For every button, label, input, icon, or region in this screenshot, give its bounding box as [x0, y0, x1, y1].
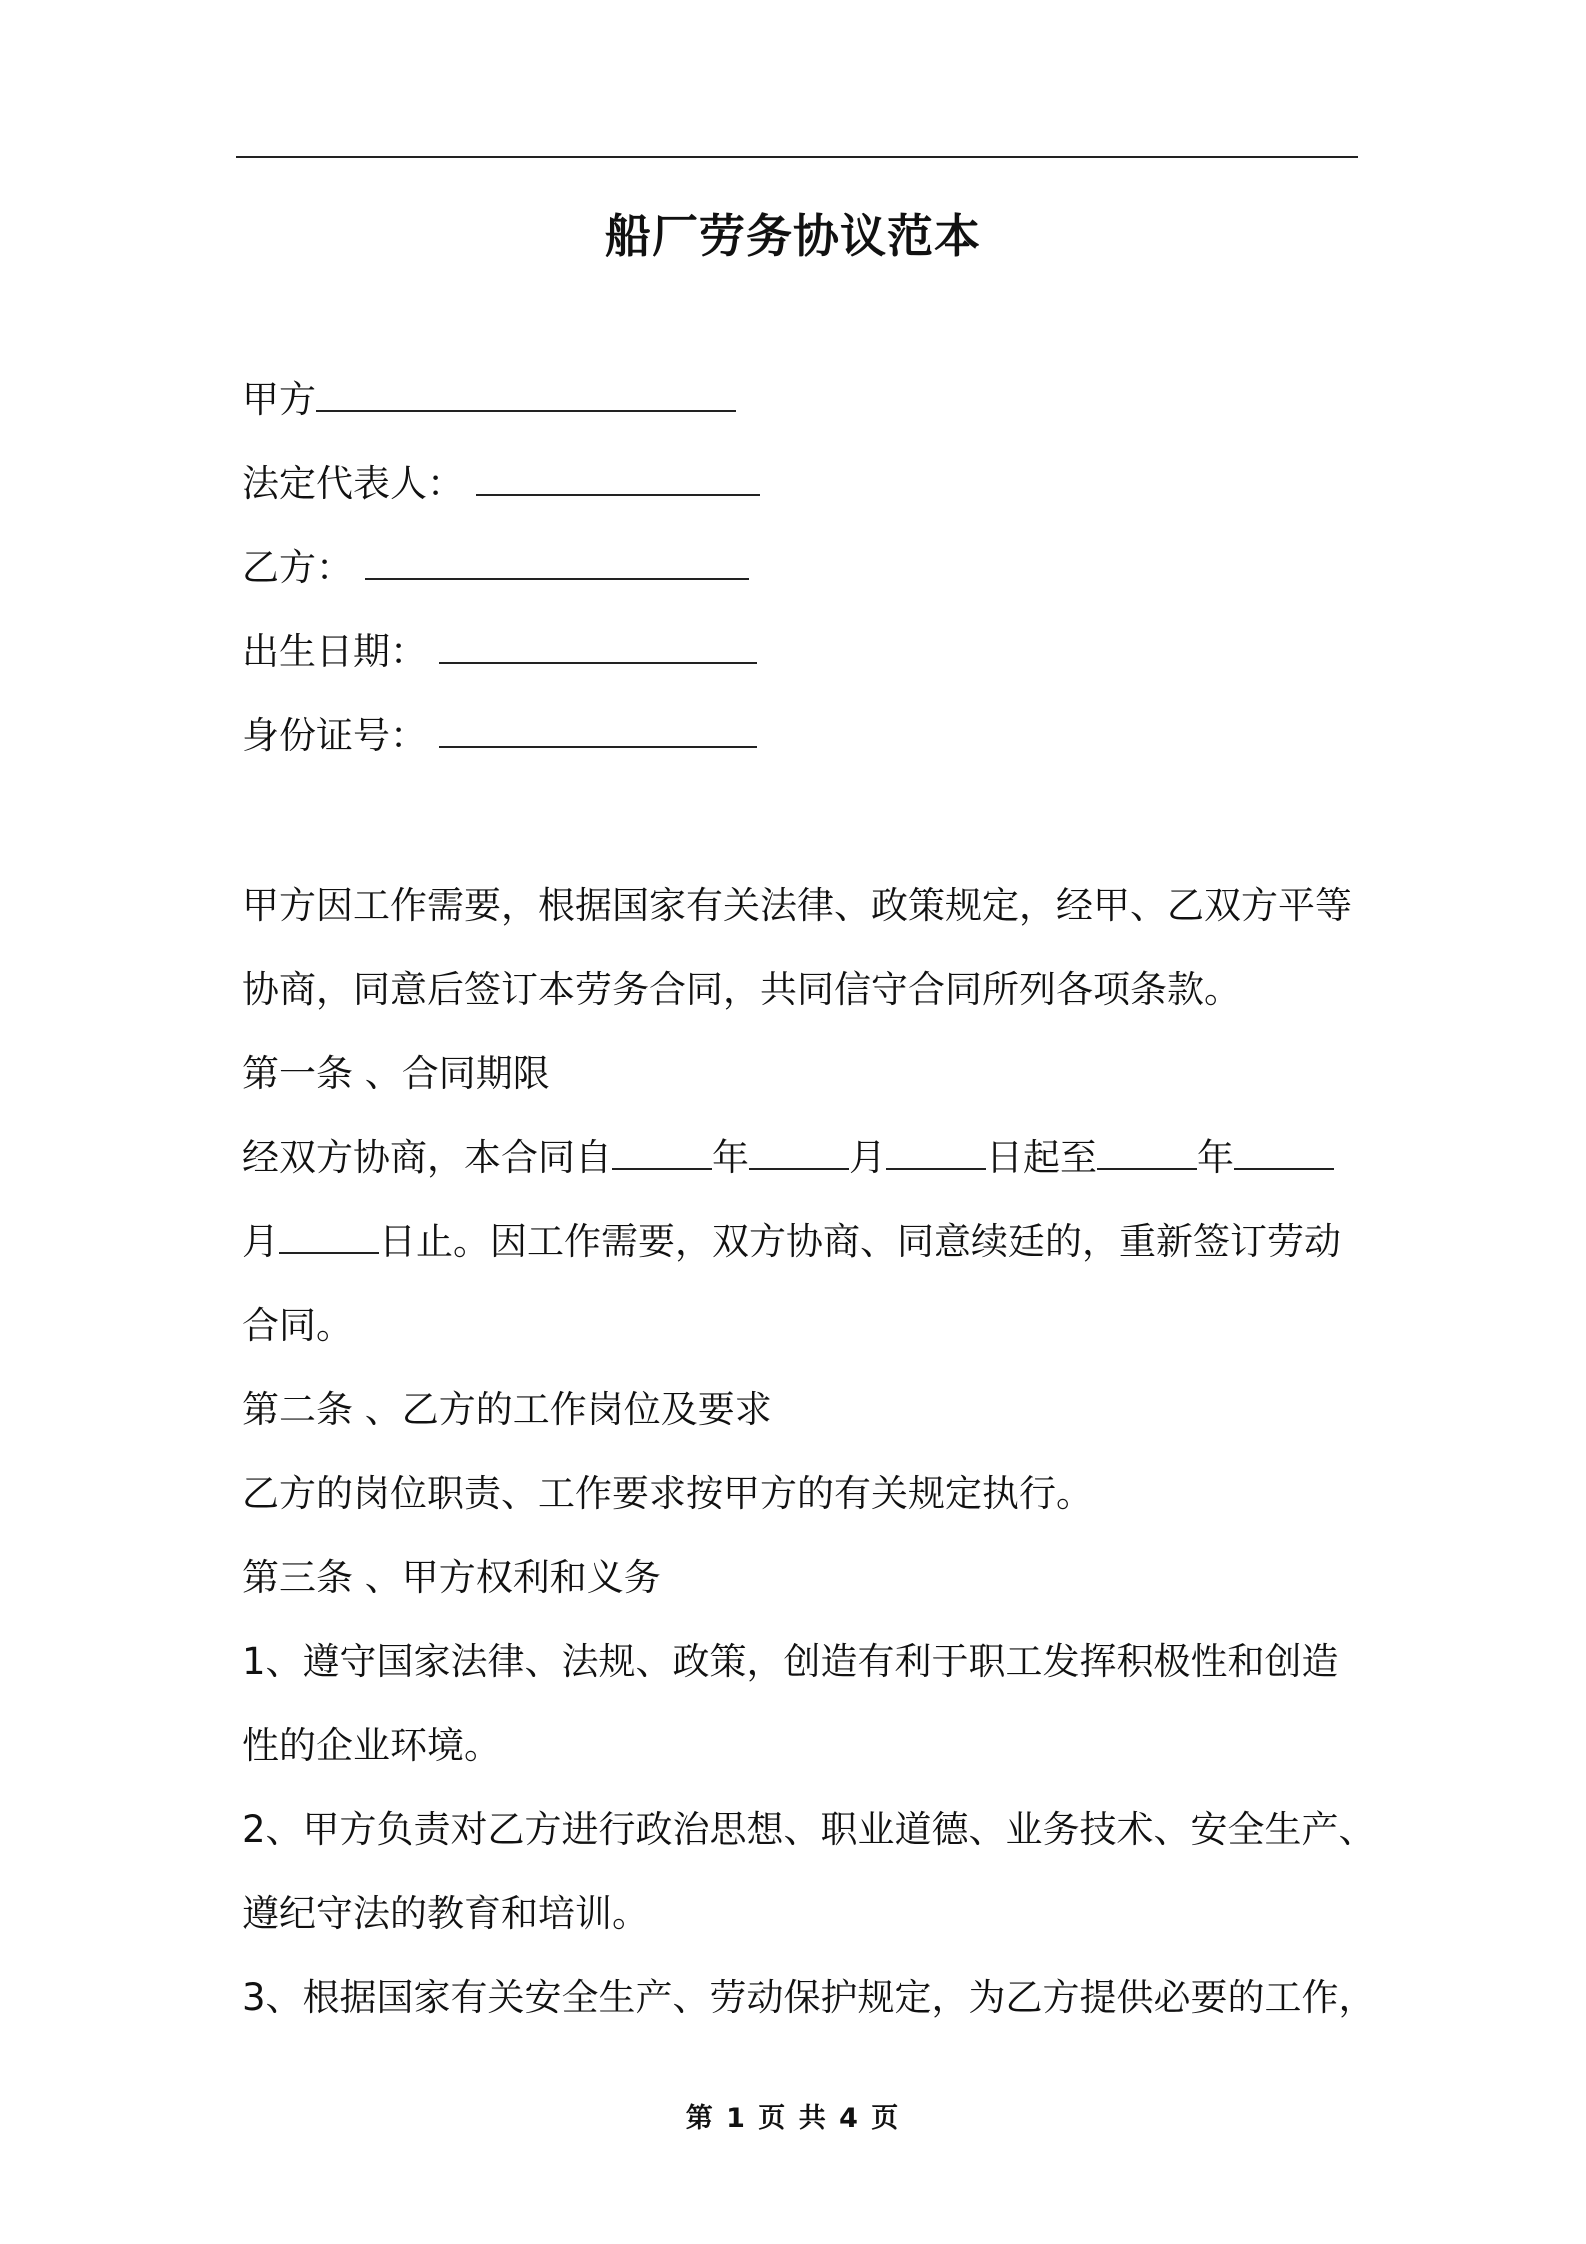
contract-term-line: [242, 1218, 1341, 1266]
paragraph-line: 甲方因工作需要，根据国家有关法律、政策规定，经甲、乙双方平等: [242, 884, 1352, 927]
header-rule: [236, 156, 1358, 158]
paragraph-line: 协商，同意后签订本劳务合同，共同信守合同所列各项条款。: [242, 968, 1241, 1011]
list-item-line: 3、根据国家有关安全生产、劳动保护规定，为乙方提供必要的工作，: [242, 1976, 1376, 2019]
text-segment: 月: [242, 1220, 279, 1263]
article-2-heading: 第二条 、乙方的工作岗位及要求: [242, 1388, 772, 1431]
text-segment: 年: [712, 1136, 749, 1179]
paragraph-line: 乙方的岗位职责、工作要求按甲方的有关规定执行。: [242, 1472, 1093, 1515]
document-title: 船厂劳务协议范本: [605, 209, 981, 263]
list-item-line: 性的企业环境。: [242, 1724, 501, 1767]
article-1-heading: 第一条 、合同期限: [242, 1052, 550, 1095]
end-day-blank[interactable]: [279, 1218, 379, 1254]
text-segment: 日止。因工作需要，双方协商、同意续廷的，重新签订劳动: [379, 1220, 1341, 1263]
party-b-blank[interactable]: [365, 544, 749, 580]
id-number-field: [242, 712, 757, 760]
contract-term-line: [242, 1134, 1334, 1182]
party-b-label: 乙方：: [242, 546, 353, 589]
party-a-label: 甲方: [242, 378, 316, 421]
list-item-line: 1、遵守国家法律、法规、政策，创造有利于职工发挥积极性和创造: [242, 1640, 1339, 1683]
party-a-blank[interactable]: [316, 376, 736, 412]
list-item-line: 2、甲方负责对乙方进行政治思想、职业道德、业务技术、安全生产、: [242, 1808, 1376, 1851]
text-segment: 月: [849, 1136, 886, 1179]
start-year-blank[interactable]: [612, 1134, 712, 1170]
legal-rep-label: 法定代表人：: [242, 462, 464, 505]
legal-rep-field: [242, 460, 760, 508]
birth-date-field: [242, 628, 757, 676]
id-number-blank[interactable]: [439, 712, 757, 748]
legal-rep-blank[interactable]: [476, 460, 760, 496]
start-month-blank[interactable]: [749, 1134, 849, 1170]
start-day-blank[interactable]: [886, 1134, 986, 1170]
birth-date-blank[interactable]: [439, 628, 757, 664]
text-segment: 年: [1197, 1136, 1234, 1179]
end-month-blank[interactable]: [1234, 1134, 1334, 1170]
party-a-field: [242, 376, 736, 424]
party-b-field: [242, 544, 749, 592]
article-3-heading: 第三条 、甲方权利和义务: [242, 1556, 661, 1599]
text-segment: 日起至: [986, 1136, 1097, 1179]
list-item-line: 遵纪守法的教育和培训。: [242, 1892, 649, 1935]
text-segment: 经双方协商，本合同自: [242, 1136, 612, 1179]
id-number-label: 身份证号：: [242, 714, 427, 757]
paragraph-line: 合同。: [242, 1304, 353, 1347]
end-year-blank[interactable]: [1097, 1134, 1197, 1170]
birth-date-label: 出生日期：: [242, 630, 427, 673]
page-number: 第 1 页 共 4 页: [685, 2103, 901, 2134]
